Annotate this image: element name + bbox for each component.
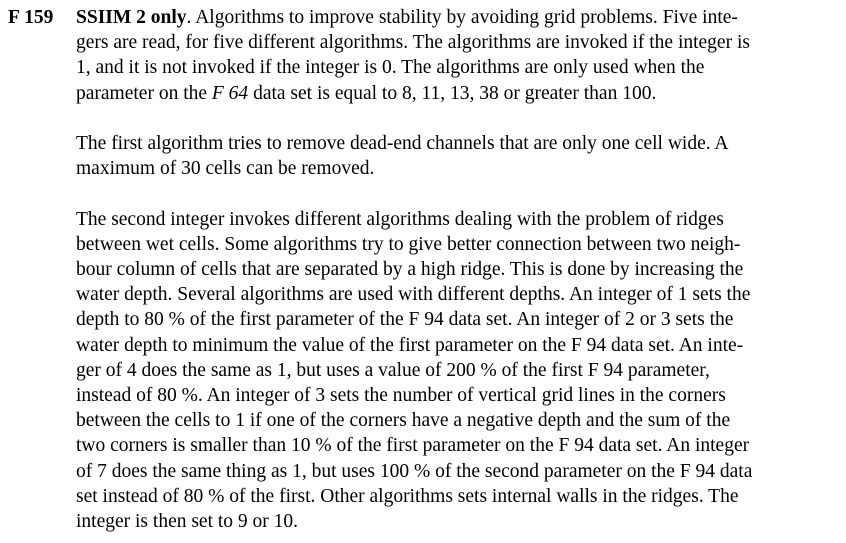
- paragraph-3-line: between the cells to 1 if one of the corners have a negative depth and the sum of the: [76, 410, 731, 432]
- paragraph-3-line: two corners is smaller than 10 % of the first parameter on the F 94 data set. An integer: [76, 435, 750, 457]
- paragraph-1-line-3: 1, and it is not invoked if the integer is 0. The algorithms are only used when the: [76, 57, 705, 79]
- paragraph-3-line: between wet cells. Some algorithms try to give better connection between two neigh-: [76, 233, 741, 255]
- paragraph-1-line-4-text-b: data set is equal to 8, 11, 13, 38 or greater than 100.: [248, 82, 657, 104]
- paragraph-1-line-4-text-a: parameter on the: [76, 82, 212, 104]
- paragraph-gap: [76, 106, 836, 131]
- paragraph-2-line: maximum of 30 cells can be removed.: [76, 158, 375, 180]
- paragraph-3-line: ger of 4 does the same as 1, but uses a value of 200 % of the first F 94 parameter,: [76, 359, 710, 381]
- paragraph-3-line: water depth to minimum the value of the first parameter on the F 94 data set. An inte-: [76, 334, 744, 356]
- paragraph-gap: [76, 181, 836, 206]
- paragraph-3-line: water depth. Several algorithms are used with different depths. An integer of 1 sets the: [76, 284, 751, 306]
- paragraph-1-line-1: [76, 5, 836, 30]
- paragraph-1-line-2: gers are read, for five different algorithms. The algorithms are invoked if the integer is: [76, 32, 750, 54]
- entry-label: F 159: [8, 7, 54, 28]
- paragraph-3-line: depth to 80 % of the first parameter of the F 94 data set. An integer of 2 or 3 sets the: [76, 309, 734, 331]
- paragraph-3-line: instead of 80 %. An integer of 3 sets the number of vertical grid lines in the corners: [76, 385, 726, 407]
- paragraph-2-line: The first algorithm tries to remove dead-end channels that are only one cell wide. A: [76, 133, 729, 155]
- paragraph-1-line-4: [76, 81, 836, 106]
- dataset-reference: F 64: [211, 82, 249, 104]
- paragraph-3-line: integer is then set to 9 or 10.: [76, 510, 299, 532]
- paragraph-1-line-1-text: . Algorithms to improve stability by avoiding grid problems. Five inte-: [186, 7, 738, 28]
- paragraph-3-line: bour column of cells that are separated by a high ridge. This is done by increasing the: [76, 259, 744, 281]
- entry-lead: SSIIM 2 only: [76, 7, 187, 28]
- paragraph-3-line: of 7 does the same thing as 1, but uses 100 % of the second parameter on the F 94 data: [76, 460, 753, 482]
- paragraph-3-line: The second integer invokes different algorithms dealing with the problem of ridges: [76, 208, 724, 230]
- paragraph-3-line: set instead of 80 % of the first. Other algorithms sets internal walls in the ridges. The: [76, 485, 739, 507]
- entry-body: [76, 5, 836, 534]
